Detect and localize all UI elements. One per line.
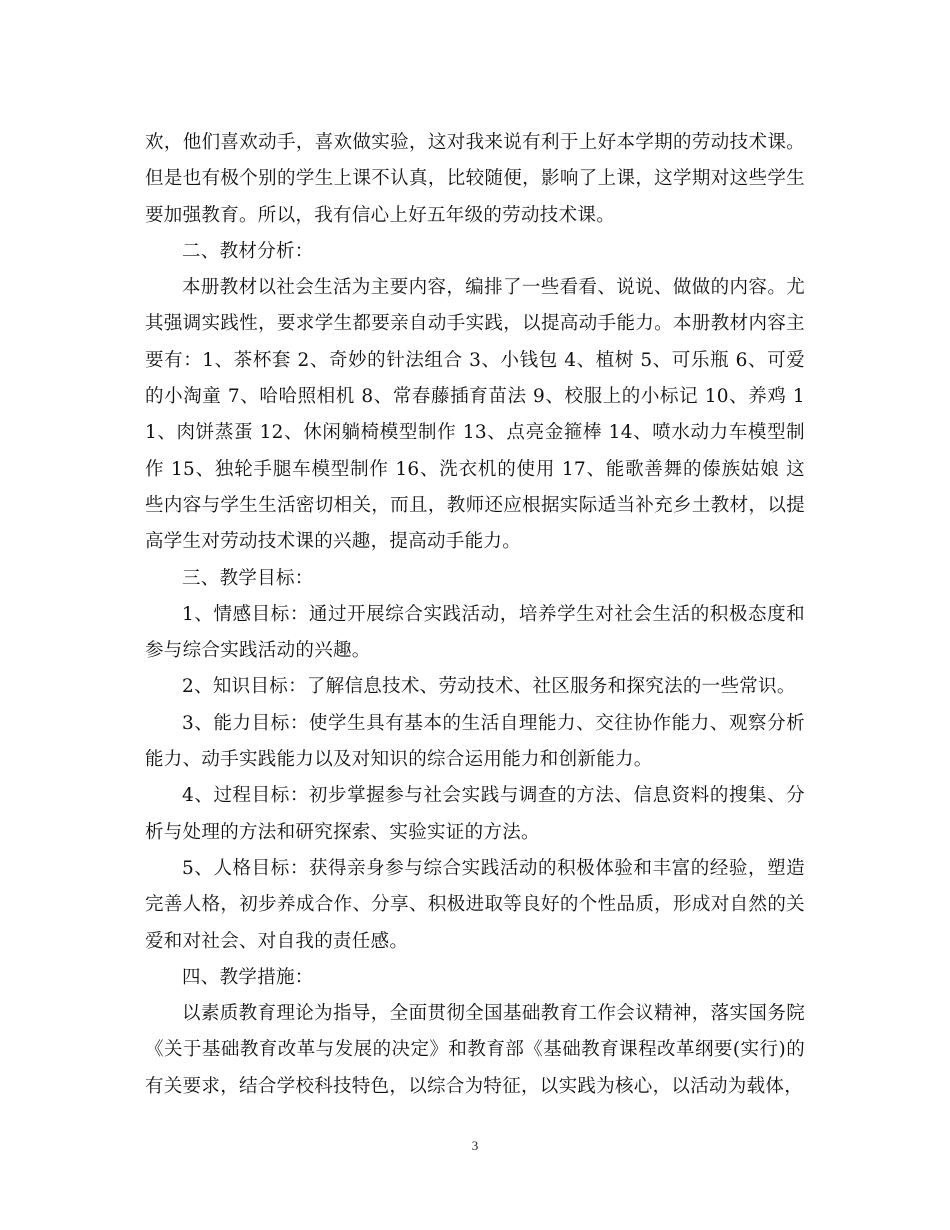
paragraph-continuation: 欢，他们喜欢动手，喜欢做实验，这对我来说有利于上好本学期的劳动技术课。但是也有极个别的学生上课不认真，比较随便，影响了上课，这学期对这些学生要加强教育。所以，我有信心上好五年级的劳动技术课。 [145,132,805,226]
goal-knowledge: 2、知识目标：了解信息技术、劳动技术、社区服务和探究法的一些常识。 [182,676,796,698]
section-heading-teaching-goals: 三、教学目标： [182,567,314,589]
paragraph-textbook-content: 本册教材以社会生活为主要内容，编排了一些看看、说说、做做的内容。尤其强调实践性，要求学生都要亲自动手实践，以提高动手能力。本册教材内容主要有：1、茶杯套 2、奇妙的针法组合 3、小钱包 4、植树 5、可乐瓶 6、可爱的小淘童 7、哈哈照相机 8、常春藤插育苗法 9、校服上的小标记 10、养鸡 11、肉饼蒸蛋 12、休闲躺椅模型制作 13、点亮金箍棒 14、喷水动力车模型制作 15、独轮手腿车模型制作 16、洗衣机的使用 17、能歌善舞的傣族姑娘 这些内容与学生生活密切相关，而且，教师还应根据实际适当补充乡土教材，以提高学生对劳动技术课的兴趣，提高动手能力。 [145,277,805,553]
goal-ability: 3、能力目标：使学生具有基本的生活自理能力、交往协作能力、观察分析能力、动手实践能力以及对知识的综合运用能力和创新能力。 [145,712,805,771]
section-heading-textbook-analysis: 二、教材分析： [182,240,314,262]
goal-emotional: 1、情感目标：通过开展综合实践活动，培养学生对社会生活的积极态度和参与综合实践活动的兴趣。 [145,603,805,662]
page-number: 3 [471,1138,479,1153]
document-body [145,125,805,1105]
goal-personality: 5、人格目标：获得亲身参与综合实践活动的积极体验和丰富的经验，塑造完善人格，初步养成合作、分享、积极进取等良好的个性品质，形成对自然的关爱和对社会、对自我的责任感。 [145,857,805,952]
section-heading-teaching-measures: 四、教学措施： [182,966,314,988]
goal-process: 4、过程目标：初步掌握参与社会实践与调查的方法、信息资料的搜集、分析与处理的方法和研究探索、实验实证的方法。 [145,785,805,843]
paragraph-teaching-measures: 以素质教育理论为指导，全面贯彻全国基础教育工作会议精神，落实国务院《关于基础教育改革与发展的决定》和教育部《基础教育课程改革纲要(实行)的有关要求，结合学校科技特色，以综合为特征，以实践为核心，以活动为载体， [145,1003,805,1097]
